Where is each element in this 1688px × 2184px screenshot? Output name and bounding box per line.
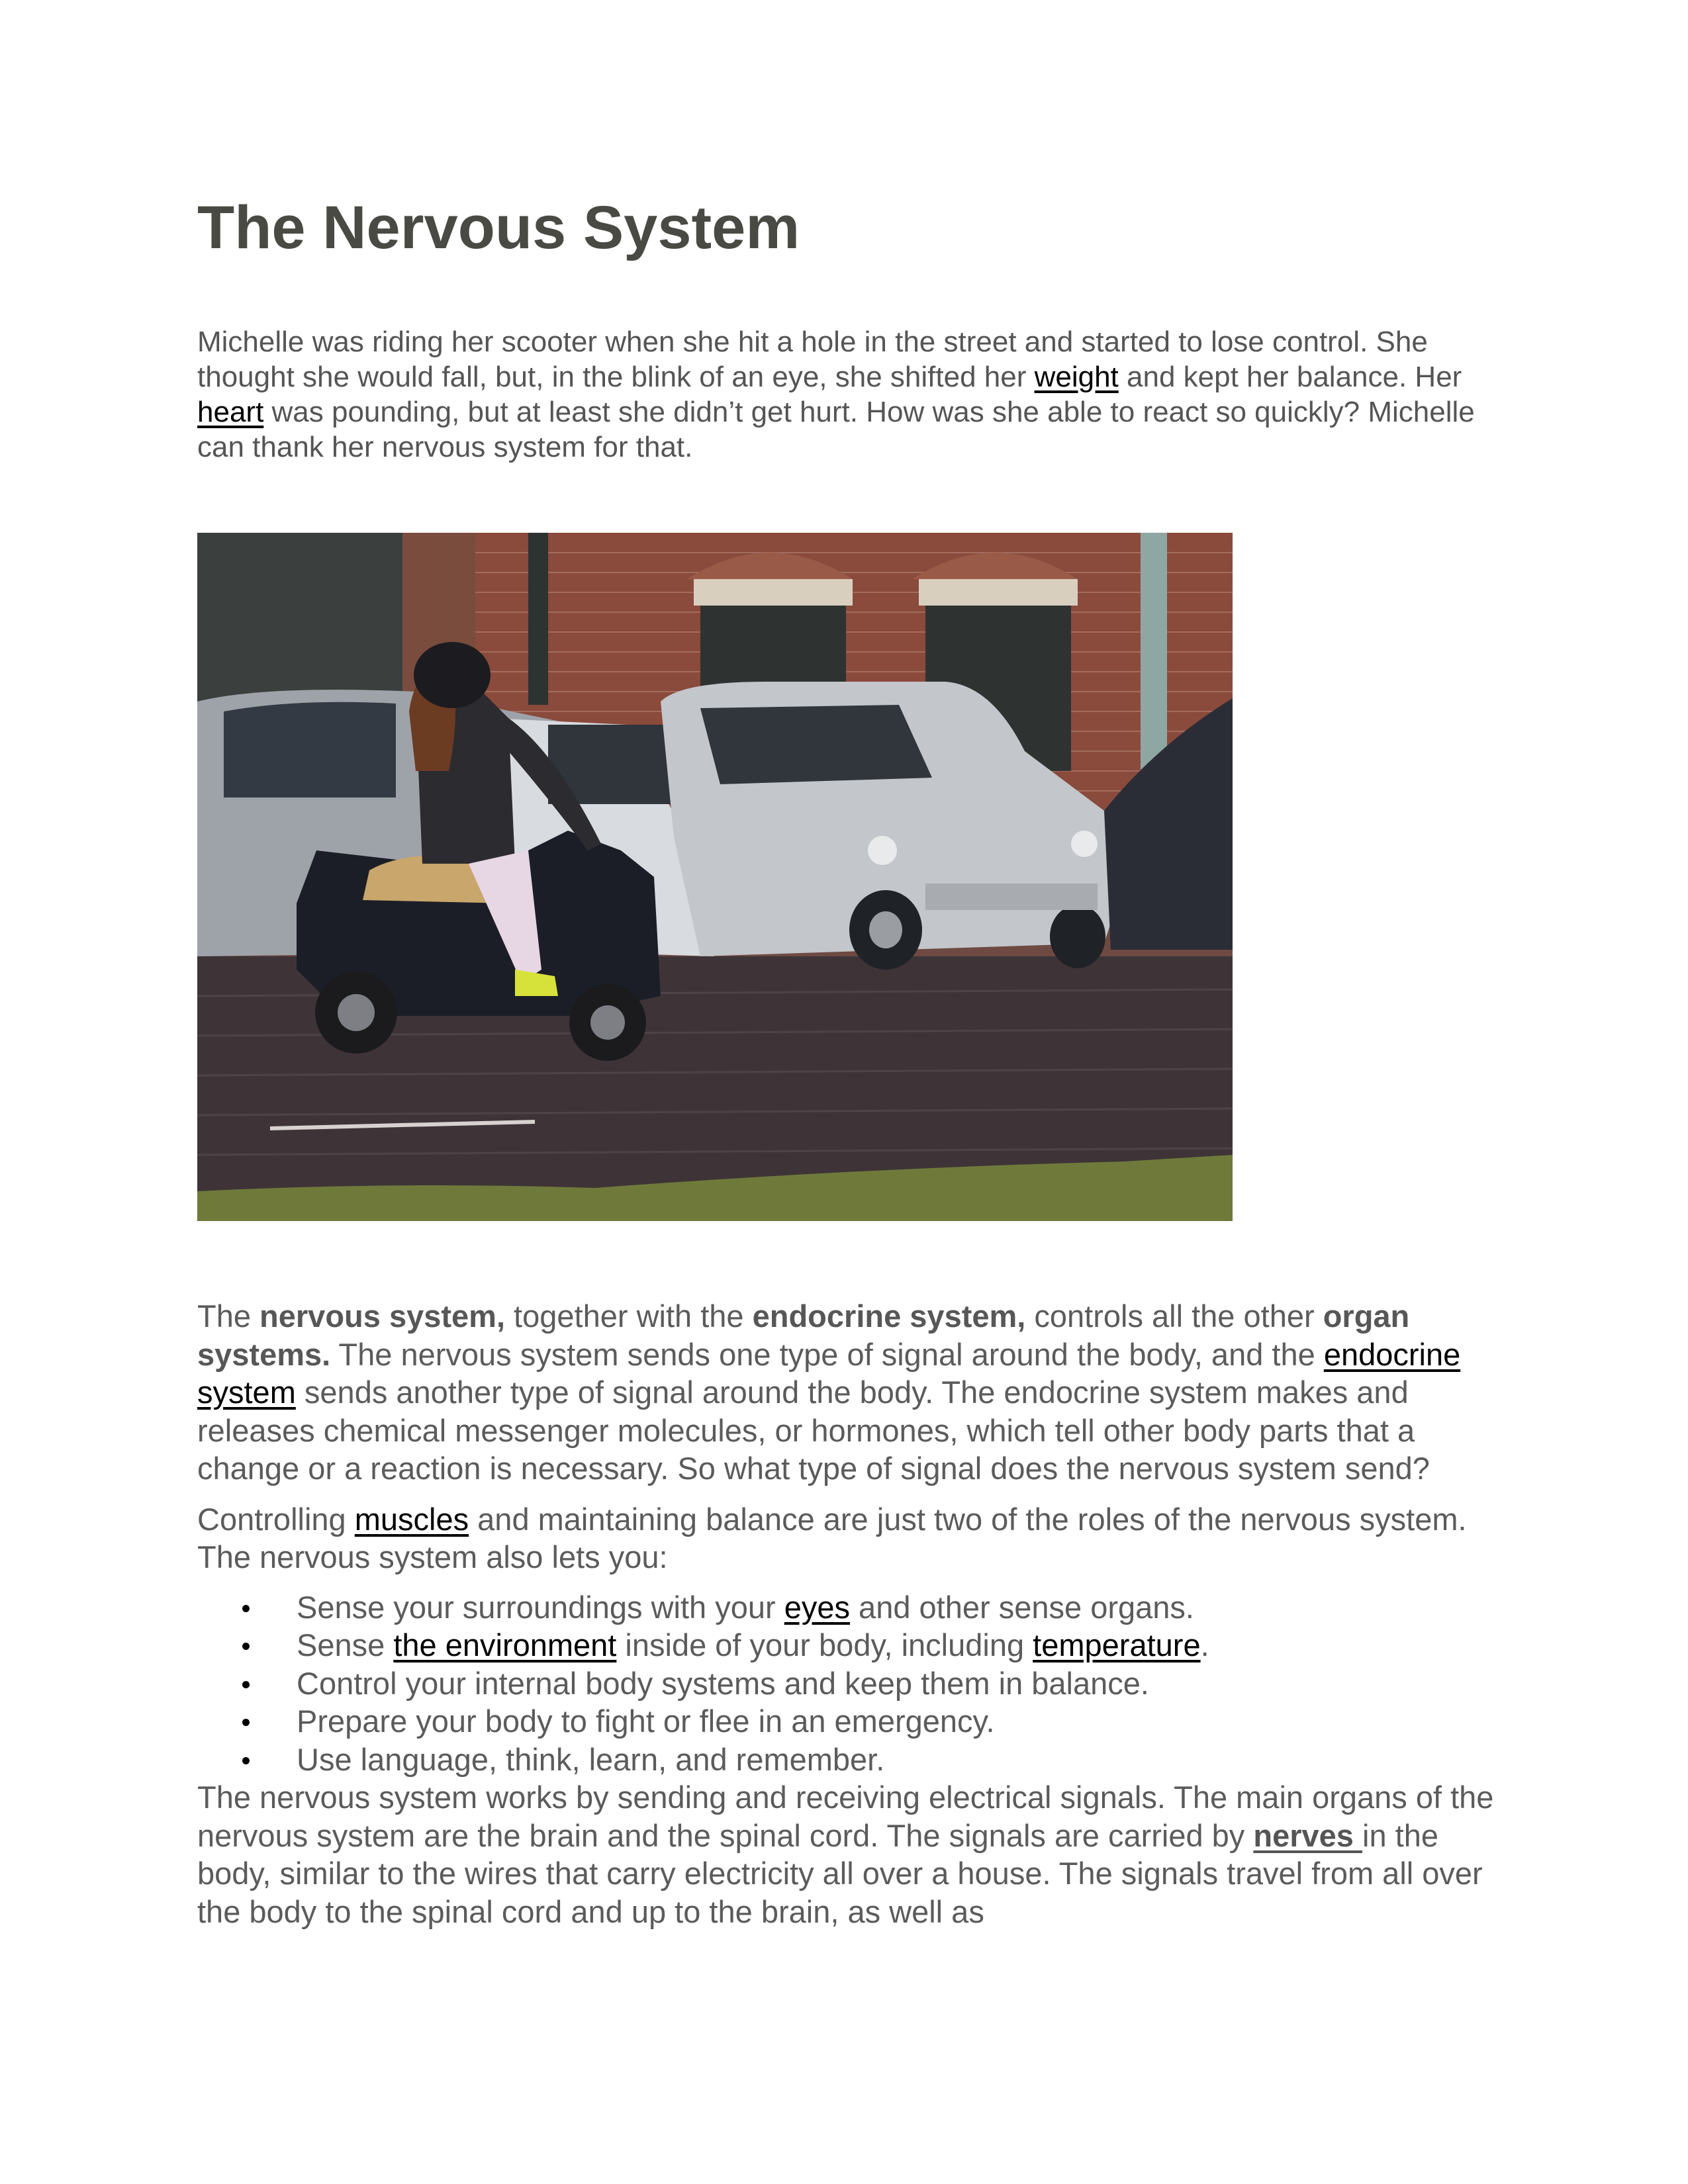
bullet-icon (242, 1719, 250, 1726)
main-body (197, 1297, 1515, 1931)
link-muscles[interactable]: muscles (354, 1501, 469, 1537)
list-item (297, 1702, 1515, 1741)
paragraph-roles (197, 1500, 1515, 1576)
list-item (297, 1626, 1515, 1664)
paragraph-gap (197, 1488, 1515, 1500)
bullet4-text: Prepare your body to fight or flee in an emergency. (297, 1704, 995, 1739)
link-eyes[interactable]: eyes (784, 1589, 850, 1625)
paragraph-signals (197, 1778, 1515, 1931)
link-heart[interactable]: heart (197, 396, 264, 428)
link-endocrine-system[interactable]: endocrine system (197, 1336, 1461, 1410)
bullet-icon (242, 1681, 250, 1688)
roles-list (197, 1588, 1515, 1779)
para2-text-1: The (197, 1298, 260, 1334)
intro-text-1: Michelle was riding her scooter when she hit a hole in the street and started to lose control. She thought she would fall, but, in the blink of an eye, she shifted her (197, 326, 1428, 393)
intro-text-2: and kept her balance. Her (1118, 361, 1462, 393)
term-endocrine-system: endocrine system, (752, 1298, 1026, 1334)
para2-text-4: The nervous system sends one type of signal around the body, and the (330, 1336, 1324, 1372)
bullet1-text-2: and other sense organs. (850, 1589, 1194, 1625)
term-organ-systems: organ systems. (197, 1298, 1410, 1372)
term-nervous-system: nervous system, (259, 1298, 505, 1334)
list-item (297, 1664, 1515, 1703)
link-the-environment[interactable]: the environment (393, 1627, 617, 1662)
bullet2-text-3: . (1200, 1627, 1209, 1662)
para2-text-2: together with the (505, 1298, 753, 1334)
bullet-icon (242, 1605, 250, 1612)
bullet2-text-1: Sense (297, 1627, 394, 1662)
para2-text-3: controls all the other (1025, 1298, 1323, 1334)
link-temperature[interactable]: temperature (1033, 1627, 1201, 1662)
para3-text-1: Controlling (197, 1501, 355, 1537)
bullet3-text: Control your internal body systems and keep them in balance. (297, 1665, 1149, 1701)
intro-paragraph (197, 324, 1495, 465)
intro-text-3: was pounding, but at least she didn’t get hurt. How was she able to react so quickly? Michelle can thank her nervous system for that. (197, 396, 1475, 463)
page-title: The Nervous System (197, 194, 800, 261)
bullet-icon (242, 1643, 250, 1650)
bullet2-text-2: inside of your body, including (616, 1627, 1033, 1662)
bullet1-text-1: Sense your surroundings with your (297, 1589, 784, 1625)
bullet5-text: Use language, think, learn, and remember. (297, 1741, 885, 1777)
para2-text-5: sends another type of signal around the body. The endocrine system makes and releases chemical messenger molecules, or hormones, which tell other body parts that a change or a reaction is necessary. So what type of signal does the nervous system send? (197, 1375, 1430, 1486)
bullet-icon (242, 1757, 250, 1764)
para3-text-2: and maintaining balance are just two of the roles of the nervous system. The nervous system also lets you: (197, 1501, 1467, 1574)
link-nerves[interactable]: nerves (1253, 1817, 1362, 1853)
para4-text-2: in the body, similar to the wires that carry electricity all over a house. The signals travel from all over the body to the spinal cord and up to the brain, as well as (197, 1817, 1483, 1929)
list-item (297, 1741, 1515, 1779)
para4-text-1: The nervous system works by sending and receiving electrical signals. The main organs of the nervous system are the brain and the spinal cord. The signals are carried by (197, 1780, 1494, 1853)
paragraph-systems (197, 1297, 1515, 1488)
scooter-photo (197, 533, 1233, 1221)
link-weight[interactable]: weight (1034, 361, 1119, 393)
list-item (297, 1588, 1515, 1627)
